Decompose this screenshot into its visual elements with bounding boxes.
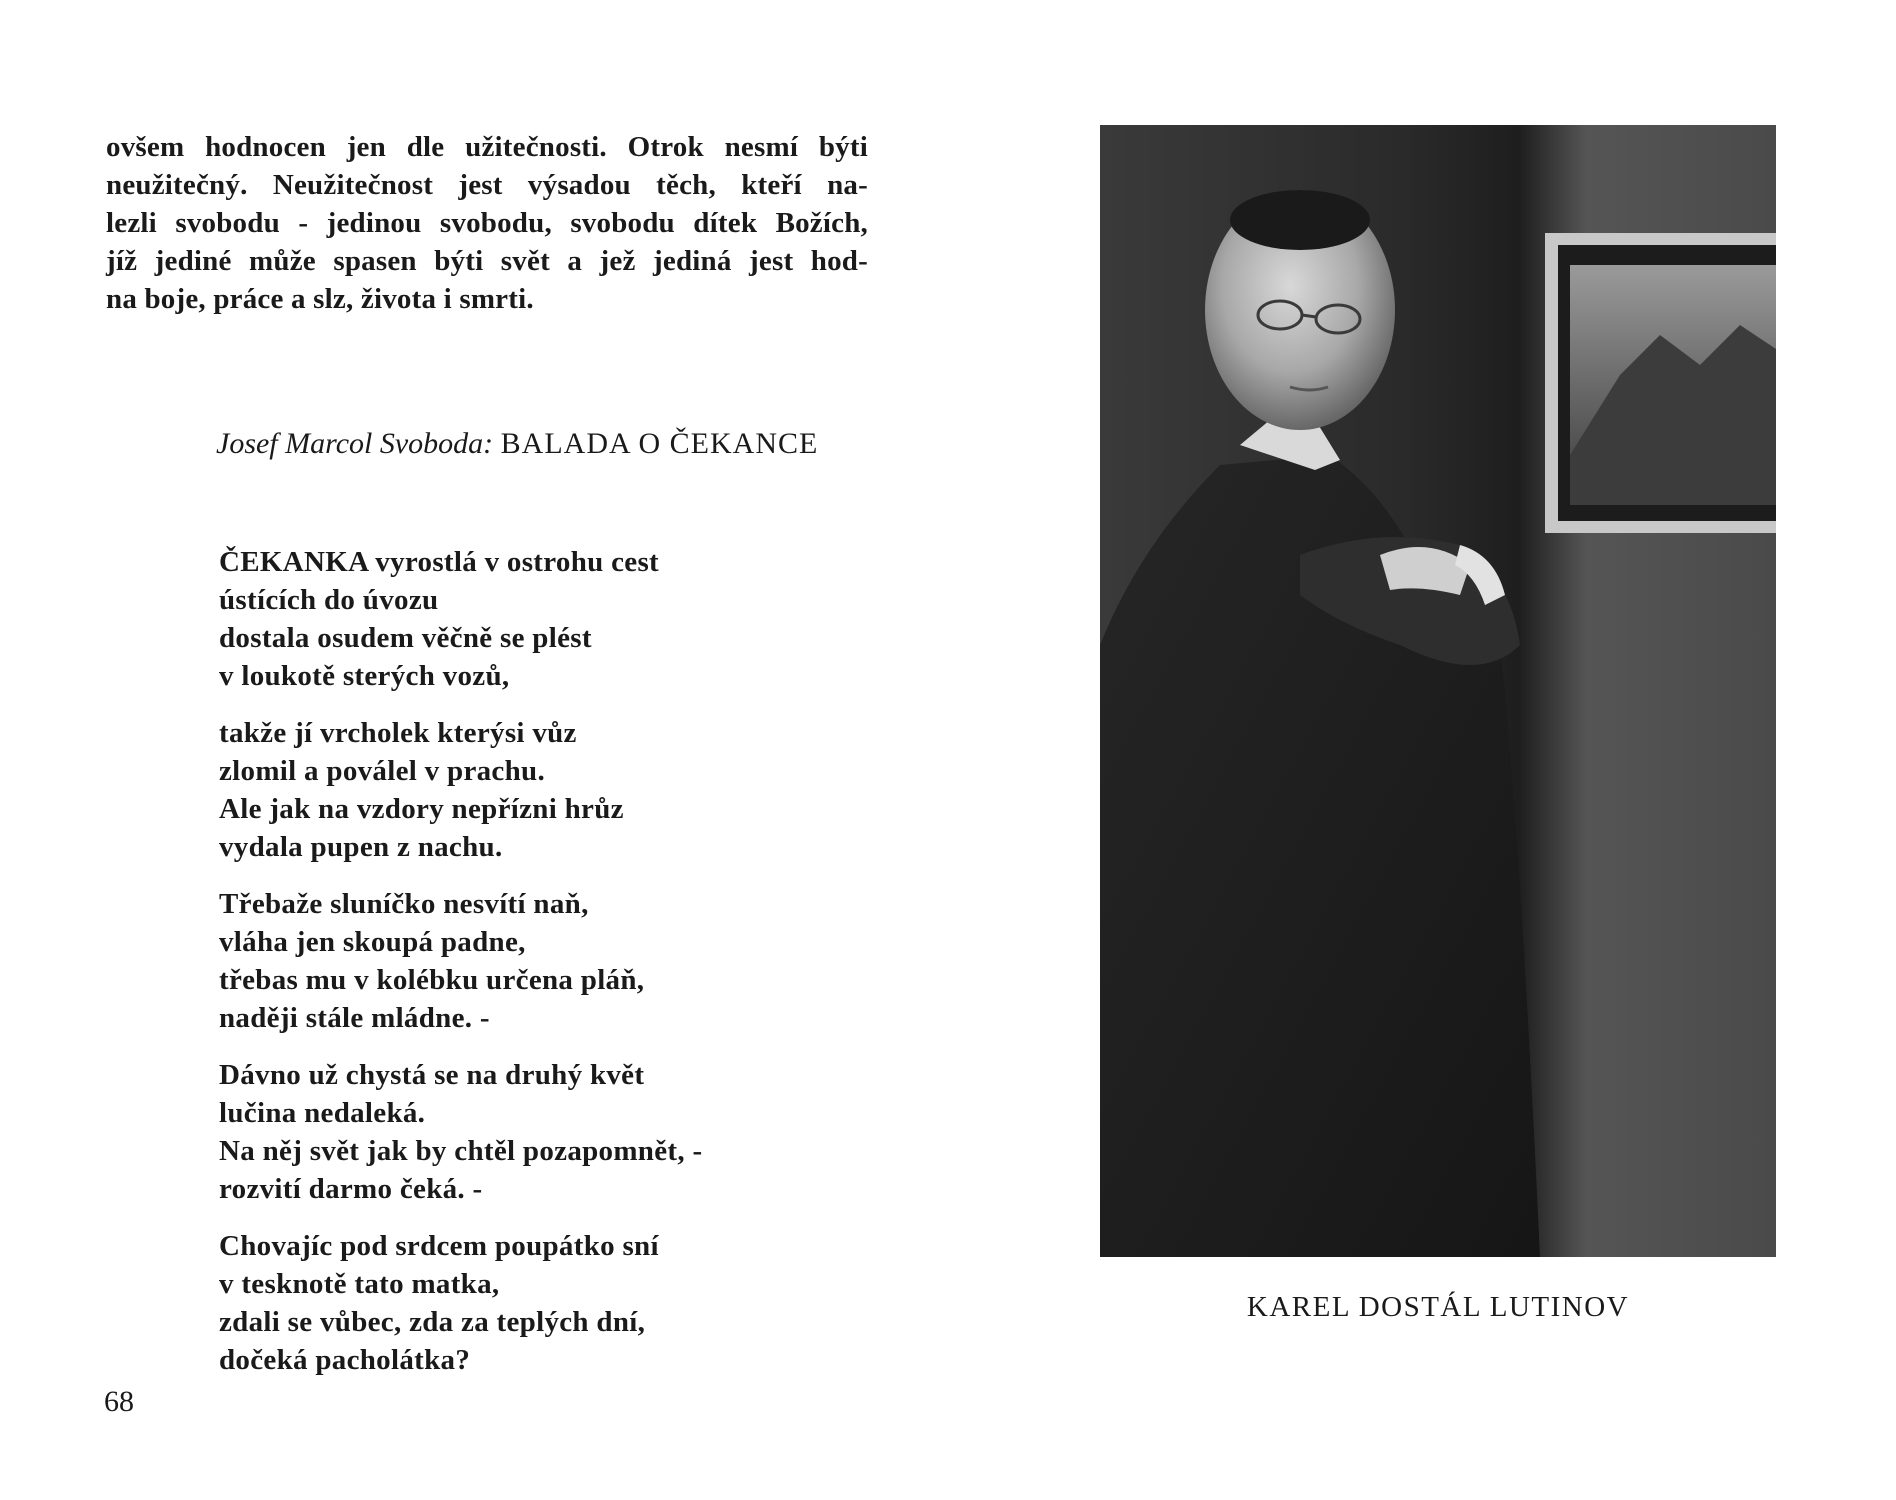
poem-verse: rozvití darmo čeká. - — [219, 1173, 483, 1205]
poem-verse: třebas mu v kolébku určena pláň, — [219, 964, 645, 996]
poem-verse: naději stále mládne. - — [219, 1002, 490, 1034]
poem-verse: dostala osudem věčně se plést — [219, 622, 592, 654]
poem-author: Josef Marcol Svoboda: — [216, 427, 494, 460]
poem-verse: Ale jak na vzdory nepřízni hrůz — [219, 793, 624, 825]
poem-stanza — [219, 1056, 839, 1208]
prose-line: lezli svobodu - jedinou svobodu, svobodu dítek Božích, — [106, 207, 868, 239]
right-page — [948, 0, 1896, 1500]
poem-verse: Na něj svět jak by chtěl pozapomnět, - — [219, 1135, 703, 1167]
poem-verse: lučina nedaleká. — [219, 1097, 426, 1129]
poem-verse: dočeká pacholátka? — [219, 1344, 471, 1376]
poem-title: BALADA O ČEKANCE — [500, 427, 819, 460]
poem-verse: Dávno už chystá se na druhý květ — [219, 1059, 645, 1091]
poem-body — [219, 543, 839, 1398]
poem-verse: ústících do úvozu — [219, 584, 439, 616]
poem-stanza — [219, 885, 839, 1037]
photo-caption: KAREL DOSTÁL LUTINOV — [1246, 1291, 1630, 1323]
prose-line: jíž jediné může spasen býti svět a jež jediná jest hod- — [106, 245, 868, 277]
poem-verse: zdali se vůbec, zda za teplých dní, — [219, 1306, 646, 1338]
poem-verse: Třebaže sluníčko nesvítí naň, — [219, 888, 589, 920]
poem-verse: zlomil a poválel v prachu. — [219, 755, 545, 787]
prose-line: na boje, práce a slz, života i smrti. — [106, 283, 534, 315]
poem-verse: vydala pupen z nachu. — [219, 831, 503, 863]
poem-stanza — [219, 543, 839, 695]
page-number: 68 — [104, 1385, 134, 1418]
prose-paragraph — [106, 128, 868, 318]
portrait-photo — [1100, 125, 1776, 1257]
poem-verse: takže jí vrcholek kterýsi vůz — [219, 717, 577, 749]
poem-verse: v loukotě sterých vozů, — [219, 660, 510, 692]
poem-verse: v tesknotě tato matka, — [219, 1268, 500, 1300]
poem-stanza — [219, 1227, 839, 1379]
prose-line: ovšem hodnocen jen dle užitečnosti. Otrok nesmí býti — [106, 131, 868, 163]
poem-heading — [216, 427, 876, 461]
prose-line: neužitečný. Neužitečnost jest výsadou těch, kteří na- — [106, 169, 868, 201]
poem-stanza — [219, 714, 839, 866]
portrait-image — [1100, 125, 1776, 1257]
poem-verse: Chovajíc pod srdcem poupátko sní — [219, 1230, 659, 1262]
poem-verse: vláha jen skoupá padne, — [219, 926, 526, 958]
poem-verse: ČEKANKA vyrostlá v ostrohu cest — [219, 546, 660, 578]
